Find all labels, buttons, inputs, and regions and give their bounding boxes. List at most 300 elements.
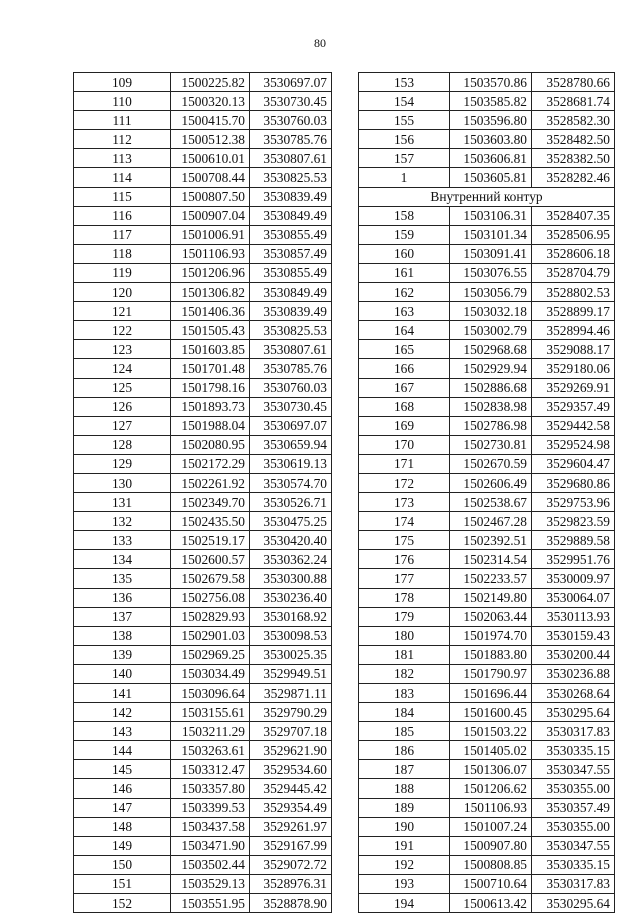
y-coordinate: 3529680.86 [532, 473, 615, 492]
table-row [359, 588, 615, 607]
point-number: 161 [359, 263, 450, 282]
y-coordinate: 3530236.88 [532, 664, 615, 683]
y-coordinate: 3530825.53 [250, 321, 332, 340]
y-coordinate: 3529072.72 [250, 855, 332, 874]
y-coordinate: 3529088.17 [532, 340, 615, 359]
point-number: 186 [359, 741, 450, 760]
x-coordinate: 1500613.42 [450, 894, 532, 913]
x-coordinate: 1503471.90 [171, 836, 250, 855]
y-coordinate: 3529167.99 [250, 836, 332, 855]
y-coordinate: 3530855.49 [250, 225, 332, 244]
x-coordinate: 1503312.47 [171, 760, 250, 779]
point-number: 140 [74, 664, 171, 683]
y-coordinate: 3530268.64 [532, 684, 615, 703]
y-coordinate: 3530113.93 [532, 607, 615, 626]
table-row [359, 416, 615, 435]
table-row [74, 283, 332, 302]
table-row [359, 473, 615, 492]
y-coordinate: 3528802.53 [532, 283, 615, 302]
point-number: 144 [74, 741, 171, 760]
x-coordinate: 1503211.29 [171, 722, 250, 741]
table-row [74, 435, 332, 454]
table-row [74, 473, 332, 492]
point-number: 130 [74, 473, 171, 492]
table-row [74, 73, 332, 92]
y-coordinate: 3530236.40 [250, 588, 332, 607]
y-coordinate: 3530025.35 [250, 645, 332, 664]
x-coordinate: 1503437.58 [171, 817, 250, 836]
point-number: 145 [74, 760, 171, 779]
table-row [359, 569, 615, 588]
table-row [74, 569, 332, 588]
point-number: 192 [359, 855, 450, 874]
table-row [74, 340, 332, 359]
table-row [359, 378, 615, 397]
table-row [74, 92, 332, 111]
point-number: 181 [359, 645, 450, 664]
point-number: 160 [359, 244, 450, 263]
x-coordinate: 1501106.93 [171, 244, 250, 263]
y-coordinate: 3528582.30 [532, 111, 615, 130]
x-coordinate: 1500512.38 [171, 130, 250, 149]
point-number: 170 [359, 435, 450, 454]
y-coordinate: 3530475.25 [250, 512, 332, 531]
table-row [359, 760, 615, 779]
y-coordinate: 3528976.31 [250, 874, 332, 893]
x-coordinate: 1502314.54 [450, 550, 532, 569]
point-number: 189 [359, 798, 450, 817]
x-coordinate: 1502233.57 [450, 569, 532, 588]
x-coordinate: 1503091.41 [450, 244, 532, 263]
table-row [359, 894, 615, 913]
table-row [74, 493, 332, 512]
y-coordinate: 3530335.15 [532, 855, 615, 874]
y-coordinate: 3530357.49 [532, 798, 615, 817]
table-row [359, 435, 615, 454]
point-number: 155 [359, 111, 450, 130]
y-coordinate: 3530807.61 [250, 149, 332, 168]
table-row [74, 206, 332, 225]
table-row [359, 684, 615, 703]
section-header-row [359, 187, 615, 206]
point-number: 180 [359, 626, 450, 645]
x-coordinate: 1503076.55 [450, 263, 532, 282]
point-number: 187 [359, 760, 450, 779]
x-coordinate: 1500907.80 [450, 836, 532, 855]
y-coordinate: 3530730.45 [250, 397, 332, 416]
point-number: 163 [359, 302, 450, 321]
table-row [359, 321, 615, 340]
table-row [359, 206, 615, 225]
point-number: 123 [74, 340, 171, 359]
point-number: 147 [74, 798, 171, 817]
x-coordinate: 1503056.79 [450, 283, 532, 302]
y-coordinate: 3530697.07 [250, 416, 332, 435]
x-coordinate: 1503101.34 [450, 225, 532, 244]
x-coordinate: 1500708.44 [171, 168, 250, 187]
y-coordinate: 3528704.79 [532, 263, 615, 282]
point-number: 159 [359, 225, 450, 244]
x-coordinate: 1501893.73 [171, 397, 250, 416]
x-coordinate: 1502149.80 [450, 588, 532, 607]
table-row [359, 340, 615, 359]
page-number: 80 [314, 36, 326, 50]
point-number: 190 [359, 817, 450, 836]
table-row [74, 454, 332, 473]
point-number: 182 [359, 664, 450, 683]
y-coordinate: 3530855.49 [250, 263, 332, 282]
y-coordinate: 3530697.07 [250, 73, 332, 92]
table-row [74, 607, 332, 626]
y-coordinate: 3530098.53 [250, 626, 332, 645]
point-number: 166 [359, 359, 450, 378]
table-row [359, 817, 615, 836]
y-coordinate: 3530300.88 [250, 569, 332, 588]
point-number: 122 [74, 321, 171, 340]
table-row [359, 874, 615, 893]
x-coordinate: 1500710.64 [450, 874, 532, 893]
table-row [359, 664, 615, 683]
table-row [359, 703, 615, 722]
x-coordinate: 1502392.51 [450, 531, 532, 550]
point-number: 174 [359, 512, 450, 531]
point-number: 141 [74, 684, 171, 703]
point-number: 183 [359, 684, 450, 703]
point-number: 151 [74, 874, 171, 893]
table-row [359, 263, 615, 282]
table-row [74, 531, 332, 550]
point-number: 173 [359, 493, 450, 512]
y-coordinate: 3528382.50 [532, 149, 615, 168]
point-number: 115 [74, 187, 171, 206]
point-number: 152 [74, 894, 171, 913]
x-coordinate: 1503551.95 [171, 894, 250, 913]
point-number: 111 [74, 111, 171, 130]
point-number: 149 [74, 836, 171, 855]
point-number: 119 [74, 263, 171, 282]
x-coordinate: 1503034.49 [171, 664, 250, 683]
y-coordinate: 3530760.03 [250, 111, 332, 130]
x-coordinate: 1502886.68 [450, 378, 532, 397]
x-coordinate: 1501206.62 [450, 779, 532, 798]
table-row [74, 626, 332, 645]
table-row [74, 894, 332, 913]
point-number: 117 [74, 225, 171, 244]
x-coordinate: 1501883.80 [450, 645, 532, 664]
x-coordinate: 1502968.68 [450, 340, 532, 359]
table-row [359, 512, 615, 531]
x-coordinate: 1502349.70 [171, 493, 250, 512]
table-row [74, 588, 332, 607]
point-number: 112 [74, 130, 171, 149]
y-coordinate: 3530362.24 [250, 550, 332, 569]
y-coordinate: 3529753.96 [532, 493, 615, 512]
point-number: 129 [74, 454, 171, 473]
table-row [359, 626, 615, 645]
x-coordinate: 1502519.17 [171, 531, 250, 550]
table-row [359, 798, 615, 817]
table-row [74, 550, 332, 569]
coordinates-table-left [73, 72, 332, 913]
table-row [74, 855, 332, 874]
y-coordinate: 3528407.35 [532, 206, 615, 225]
table-row [74, 664, 332, 683]
x-coordinate: 1503032.18 [450, 302, 532, 321]
table-row [74, 512, 332, 531]
point-number: 148 [74, 817, 171, 836]
y-coordinate: 3530807.61 [250, 340, 332, 359]
table-row [359, 454, 615, 473]
table-row [74, 263, 332, 282]
point-number: 193 [359, 874, 450, 893]
table-row [74, 359, 332, 378]
y-coordinate: 3530659.94 [250, 435, 332, 454]
table-row [74, 836, 332, 855]
table-row [74, 760, 332, 779]
x-coordinate: 1503596.80 [450, 111, 532, 130]
table-row [359, 607, 615, 626]
y-coordinate: 3530849.49 [250, 283, 332, 302]
point-number: 167 [359, 378, 450, 397]
x-coordinate: 1502679.58 [171, 569, 250, 588]
y-coordinate: 3530295.64 [532, 894, 615, 913]
point-number: 109 [74, 73, 171, 92]
table-row [74, 874, 332, 893]
x-coordinate: 1503263.61 [171, 741, 250, 760]
x-coordinate: 1503106.31 [450, 206, 532, 225]
table-row [359, 302, 615, 321]
y-coordinate: 3530839.49 [250, 187, 332, 206]
x-coordinate: 1501505.43 [171, 321, 250, 340]
x-coordinate: 1502901.03 [171, 626, 250, 645]
y-coordinate: 3529889.58 [532, 531, 615, 550]
point-number: 110 [74, 92, 171, 111]
point-number: 146 [74, 779, 171, 798]
y-coordinate: 3528482.50 [532, 130, 615, 149]
x-coordinate: 1502172.29 [171, 454, 250, 473]
table-row [359, 722, 615, 741]
table-row [74, 397, 332, 416]
point-number: 191 [359, 836, 450, 855]
x-coordinate: 1502786.98 [450, 416, 532, 435]
table-row [359, 149, 615, 168]
point-number: 153 [359, 73, 450, 92]
x-coordinate: 1501306.82 [171, 283, 250, 302]
table-row [359, 855, 615, 874]
y-coordinate: 3529604.47 [532, 454, 615, 473]
y-coordinate: 3530317.83 [532, 874, 615, 893]
y-coordinate: 3529269.91 [532, 378, 615, 397]
x-coordinate: 1502261.92 [171, 473, 250, 492]
table-row [74, 168, 332, 187]
point-number: 139 [74, 645, 171, 664]
x-coordinate: 1501701.48 [171, 359, 250, 378]
x-coordinate: 1503002.79 [450, 321, 532, 340]
y-coordinate: 3529823.59 [532, 512, 615, 531]
x-coordinate: 1501988.04 [171, 416, 250, 435]
point-number: 178 [359, 588, 450, 607]
point-number: 131 [74, 493, 171, 512]
y-coordinate: 3530347.55 [532, 836, 615, 855]
x-coordinate: 1500808.85 [450, 855, 532, 874]
y-coordinate: 3530355.00 [532, 817, 615, 836]
point-number: 1 [359, 168, 450, 187]
table-row [359, 493, 615, 512]
x-coordinate: 1501603.85 [171, 340, 250, 359]
point-number: 116 [74, 206, 171, 225]
x-coordinate: 1502600.57 [171, 550, 250, 569]
table-row [359, 225, 615, 244]
point-number: 143 [74, 722, 171, 741]
table-row [74, 722, 332, 741]
x-coordinate: 1503529.13 [171, 874, 250, 893]
y-coordinate: 3529949.51 [250, 664, 332, 683]
point-number: 165 [359, 340, 450, 359]
x-coordinate: 1500320.13 [171, 92, 250, 111]
table-row [359, 130, 615, 149]
y-coordinate: 3530760.03 [250, 378, 332, 397]
x-coordinate: 1502467.28 [450, 512, 532, 531]
y-coordinate: 3529357.49 [532, 397, 615, 416]
y-coordinate: 3530849.49 [250, 206, 332, 225]
x-coordinate: 1502538.67 [450, 493, 532, 512]
y-coordinate: 3530009.97 [532, 569, 615, 588]
table-row [74, 378, 332, 397]
table-row [74, 111, 332, 130]
table-row [74, 741, 332, 760]
point-number: 120 [74, 283, 171, 302]
y-coordinate: 3528899.17 [532, 302, 615, 321]
x-coordinate: 1503155.61 [171, 703, 250, 722]
table-row [359, 836, 615, 855]
y-coordinate: 3530730.45 [250, 92, 332, 111]
table-row [74, 187, 332, 206]
y-coordinate: 3530200.44 [532, 645, 615, 664]
x-coordinate: 1503603.80 [450, 130, 532, 149]
table-row [74, 817, 332, 836]
y-coordinate: 3530619.13 [250, 454, 332, 473]
y-coordinate: 3530785.76 [250, 130, 332, 149]
y-coordinate: 3530785.76 [250, 359, 332, 378]
x-coordinate: 1501696.44 [450, 684, 532, 703]
table-row [359, 397, 615, 416]
x-coordinate: 1501503.22 [450, 722, 532, 741]
x-coordinate: 1501206.96 [171, 263, 250, 282]
y-coordinate: 3529354.49 [250, 798, 332, 817]
y-coordinate: 3528780.66 [532, 73, 615, 92]
point-number: 142 [74, 703, 171, 722]
x-coordinate: 1501306.07 [450, 760, 532, 779]
x-coordinate: 1503357.80 [171, 779, 250, 798]
point-number: 158 [359, 206, 450, 225]
y-coordinate: 3530839.49 [250, 302, 332, 321]
point-number: 185 [359, 722, 450, 741]
point-number: 156 [359, 130, 450, 149]
y-coordinate: 3530420.40 [250, 531, 332, 550]
table-row [359, 73, 615, 92]
point-number: 114 [74, 168, 171, 187]
inner-contour-label: Внутренний контур [359, 187, 615, 206]
table-row [74, 779, 332, 798]
point-number: 124 [74, 359, 171, 378]
x-coordinate: 1503502.44 [171, 855, 250, 874]
table-row [359, 779, 615, 798]
table-row [74, 130, 332, 149]
y-coordinate: 3529180.06 [532, 359, 615, 378]
y-coordinate: 3530526.71 [250, 493, 332, 512]
point-number: 171 [359, 454, 450, 473]
point-number: 150 [74, 855, 171, 874]
x-coordinate: 1502080.95 [171, 435, 250, 454]
point-number: 172 [359, 473, 450, 492]
table-row [359, 92, 615, 111]
table-row [74, 703, 332, 722]
x-coordinate: 1503605.81 [450, 168, 532, 187]
point-number: 138 [74, 626, 171, 645]
point-number: 132 [74, 512, 171, 531]
point-number: 137 [74, 607, 171, 626]
y-coordinate: 3530825.53 [250, 168, 332, 187]
point-number: 184 [359, 703, 450, 722]
y-coordinate: 3529445.42 [250, 779, 332, 798]
point-number: 168 [359, 397, 450, 416]
x-coordinate: 1500907.04 [171, 206, 250, 225]
y-coordinate: 3530574.70 [250, 473, 332, 492]
point-number: 188 [359, 779, 450, 798]
point-number: 177 [359, 569, 450, 588]
point-number: 128 [74, 435, 171, 454]
y-coordinate: 3528606.18 [532, 244, 615, 263]
x-coordinate: 1502670.59 [450, 454, 532, 473]
x-coordinate: 1502730.81 [450, 435, 532, 454]
point-number: 127 [74, 416, 171, 435]
y-coordinate: 3529951.76 [532, 550, 615, 569]
table-row [74, 225, 332, 244]
y-coordinate: 3530159.43 [532, 626, 615, 645]
y-coordinate: 3530168.92 [250, 607, 332, 626]
x-coordinate: 1502756.08 [171, 588, 250, 607]
point-number: 136 [74, 588, 171, 607]
x-coordinate: 1501106.93 [450, 798, 532, 817]
x-coordinate: 1502969.25 [171, 645, 250, 664]
y-coordinate: 3529621.90 [250, 741, 332, 760]
x-coordinate: 1503096.64 [171, 684, 250, 703]
point-number: 125 [74, 378, 171, 397]
table-row [359, 550, 615, 569]
x-coordinate: 1502435.50 [171, 512, 250, 531]
point-number: 157 [359, 149, 450, 168]
y-coordinate: 3528994.46 [532, 321, 615, 340]
point-number: 175 [359, 531, 450, 550]
table-row [359, 244, 615, 263]
table-row [74, 149, 332, 168]
y-coordinate: 3528282.46 [532, 168, 615, 187]
y-coordinate: 3529261.97 [250, 817, 332, 836]
point-number: 121 [74, 302, 171, 321]
table-row [359, 741, 615, 760]
y-coordinate: 3529524.98 [532, 435, 615, 454]
table-row [74, 302, 332, 321]
x-coordinate: 1502838.98 [450, 397, 532, 416]
x-coordinate: 1500415.70 [171, 111, 250, 130]
x-coordinate: 1502606.49 [450, 473, 532, 492]
point-number: 154 [359, 92, 450, 111]
point-number: 134 [74, 550, 171, 569]
table-row [74, 645, 332, 664]
table-row [359, 531, 615, 550]
x-coordinate: 1501974.70 [450, 626, 532, 645]
y-coordinate: 3530317.83 [532, 722, 615, 741]
